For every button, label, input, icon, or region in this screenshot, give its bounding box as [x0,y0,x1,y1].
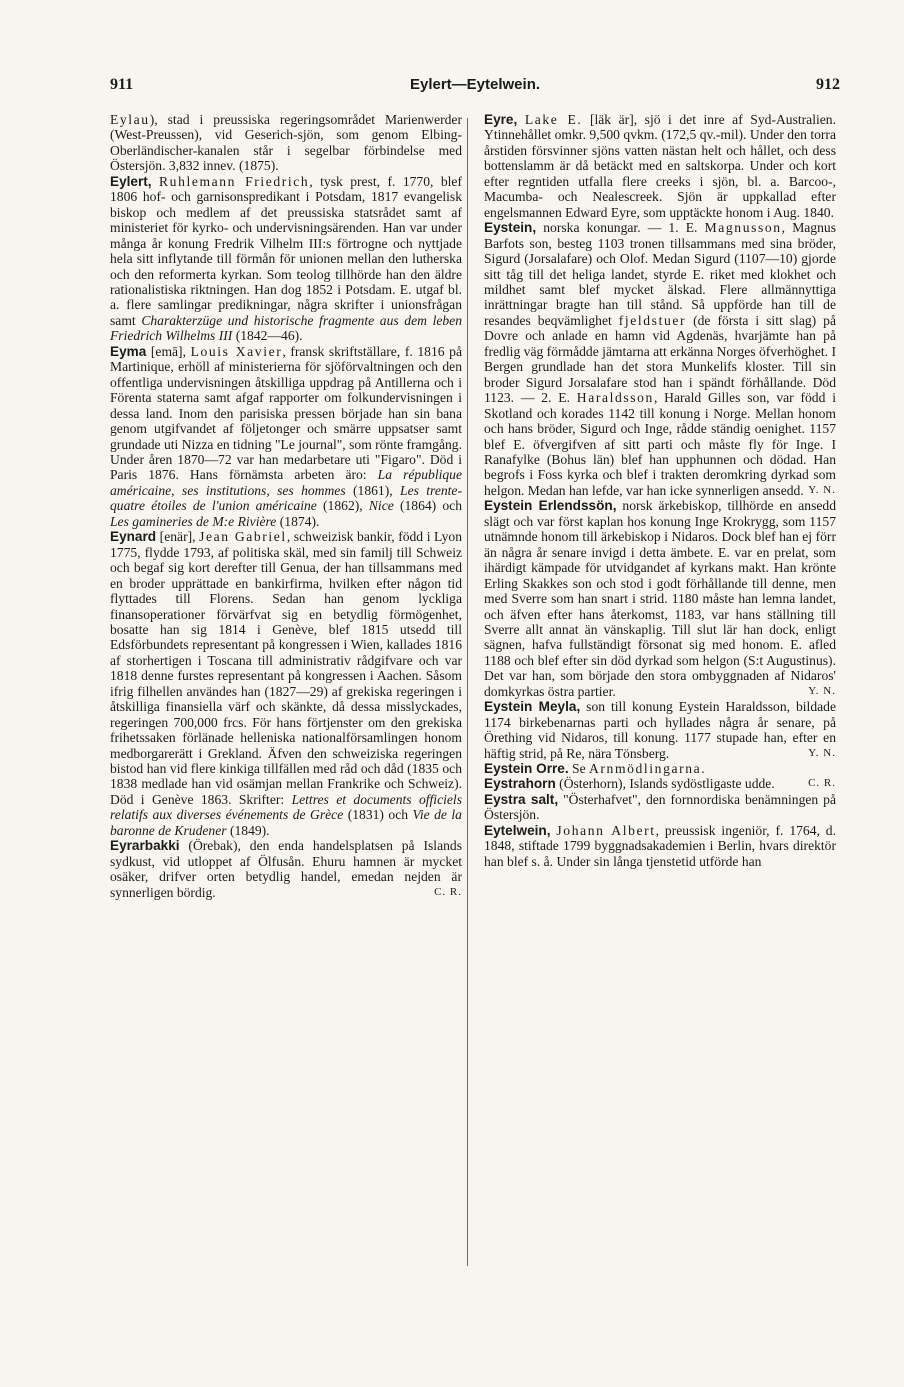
headword: Eynard [110,529,157,545]
person-name: Ruhlemann Friedrich [159,173,310,189]
column-divider [467,118,468,1266]
entry-text: (1864) och [393,498,463,514]
entry-eystra-salt [484,792,836,823]
headword: Eystein Erlendssön, [484,498,617,514]
work-title: Lettres et documents officiels relatifs aux diverses événements de Grèce [110,791,462,823]
entry-text: (Örebak), den enda handelsplatsen på Islands sydkust, vid utloppet af Ölfusån. Ehuru hamnen är mycket osäker, drifver orten betydlig handel, emedan nejden är synnerligen bördig. [110,838,462,900]
page-number-left: 911 [110,76,134,93]
entry-text: (1849). [226,822,270,838]
entry-eynard [110,529,462,838]
entry-eyre [484,112,836,220]
entry-text: , tysk prest, f. 1770, blef 1806 hof- och garnisonspredikant i Potsdam, 1817 evangelisk biskop och medlem af det preussiska statsrådet samt af ministeriet för kyrko- och undervisningsärenden. Han var under många år konung Fredrik Vilhelm III:s förtrogne och nyttjade hela sitt inflytande till förmån för unionen mellan den lutherska och den reformerta kyrkan. Som teolog tillhörde han den äldre rationalistiska riktningen. Han dog 1852 i Potsdam. E. utgaf bl. a. flere samlingar predikningar, några skrifter i unionsfrågan samt [110,173,462,328]
work-title: Nice [368,498,394,514]
entry-text: , fransk skriftställare, f. 1816 på Martinique, erhöll af ministerierna för sjöförvaltningen och den offentliga undervisningen åtskilliga uppdrag på Antillerna och i Förenta staterna samt afgaf rapporter om folkundervisningen i dessa land. Inom den parisiska pressen började han sin bana genom utgifvandet af följetonger och smärre uppsatser samt grundade uti Nizza en tidning "Le journal", som rönte framgång. Under åren 1870—72 var han medarbetare uti "Figaro". Död i Paris 1876. Hans förnämsta arbeten äro: [110,343,462,483]
entry-text: (1862), [316,498,369,514]
entry-text: , Magnus Barfots son, besteg 1103 tronen tillsammans med sina bröder, Sigurd (Jorsalafare) och Olof. Medan Sigurd (1107—10) gjorde sitt tåg till det heliga landet, styrde E. riket med klokhet och mildhet samt blef mycket älskad. Flere allmännyttiga inrättningar bragte han till stånd. Så uppförde han till de resandes beqvämlighet [484,220,836,328]
headword: Eyma [110,343,147,359]
entry-text: (de första i sitt slag) på Dovre och anlade en hamn vid Agdenäs, hvarjämte han på fredlig väg förmådde jämtarna att erkänna Norges öfverhöghet. I Bergen grundlade han det stora Munkelifs kloster. Till sin broder Sigurd Jorsalafare stod han i spändt förhållande. Död 1123. — 2. E. [484,312,836,406]
cross-reference: Arnmödlingarna [589,761,702,777]
headword: Eystein Meyla, [484,699,581,715]
entry-eylau [110,112,462,174]
left-column [110,112,462,900]
entry-text: (1861), [345,482,401,498]
entry-eyrarbakki [110,838,462,900]
headword: Eylert, [110,173,152,189]
entry-text: (1874). [276,513,320,529]
entry-text: Se [568,761,590,777]
entry-text: "Österhafvet", den fornnordiska benämningen på Östersjön. [484,791,836,823]
author-signature: C. R. [808,777,836,790]
entry-eyma [110,344,462,529]
pronunciation: [enär], [156,529,200,545]
place-name: Lake E. [524,112,583,127]
running-head: Eylert—Eytelwein. [409,76,541,93]
entry-eylert [110,174,462,344]
entry-text: (1842—46). [232,328,303,344]
entry-text: (1831) och [343,807,413,823]
headword: Eystein, [484,220,537,236]
entry-text: , Harald Gilles son, var född i Skotland och korades 1142 till konung i Norge. Mellan honom och hans bröder, Sigurd och Inge, rådde ständig oenighet. 1157 blef E. öfvergifven af sitt parti och måste fly för Inge. I Ranafylke (Bohus län) blef han upphunnen och dödad. Han begrofs i Foss kyrka och blef i trakten deromkring dyrkad som helgon. Medan han lefde, var han icke synnerligen ansedd. [484,390,836,498]
headword: Eystra salt, [484,791,559,807]
author-signature: Y. N. [808,746,836,759]
headword: Eyrarbakki [110,838,180,854]
page-number-right: 912 [816,76,840,93]
page-header [110,76,840,100]
entry-text: (Österhorn), Islands sydöstligaste udde. [555,776,775,792]
headword: Eyre, [484,112,518,127]
entry-eystein-meyla [484,699,836,761]
entry-text: , preussisk ingeniör, f. 1764, d. 1848, stiftade 1799 byggnadsakademien i Berlin, hvars direktör han blef s. å. Under sin långa tjenstetid utförde han [484,822,837,869]
term: fjeldstuer [618,312,687,328]
author-signature: Y. N. [808,684,836,697]
right-column [484,112,836,869]
person-name: Haraldsson [576,390,654,406]
entry-eystrahorn [484,776,836,791]
work-title: Les gamineries de M:e Rivière [110,513,277,529]
entry-eystein-orre [484,761,836,776]
work-title: Charakterzüge und historische fragmente aus dem leben Friedrich Wilhelms III [110,312,463,344]
person-name: Magnusson [704,220,782,236]
entry-text: [läk är], sjö i det inre af Syd-Australien. Ytinnehållet omkr. 9,500 qvkm. (172,5 qv.-mil). Under den torra årstiden försvinner sjöns vatten nästan helt och hållet, och dess bottenslamm är då betäckt med en saltskorpa. Under och kort efter regntiden utfalla flere creeks i sjön, bl. a. Barcoo-, Macumba- och Nealescreek. Sjön är uppkallad efter engelsmannen Edward Eyre, som upptäckte honom i Aug. 1840. [484,112,836,220]
author-signature: Y. N. [808,483,836,496]
headword: Eytelwein, [484,822,551,838]
entry-text: norska konungar. — 1. E. [536,220,705,236]
author-signature: C. R. [434,885,462,898]
entry-text: son till konung Eystein Haraldsson, bildade 1174 birkebenarnas parti och hyllades några år senare, på Örething vid Nidaros, till konung. 1177 stupade han, efter en häftig strid, på Re, nära Tönsberg. [484,699,836,761]
headword: Eylau [110,112,150,127]
entry-eytelwein [484,823,836,869]
work-title: Les trente-quatre étoiles de l'union américaine [110,482,462,514]
headword: Eystrahorn [484,776,556,792]
entry-text: . [701,761,705,777]
person-name: Jean Gabriel [199,529,287,545]
person-name: Louis Xavier [190,343,283,359]
entry-text: ), stad i preussiska regeringsområdet Marienwerder (West-Preussen), vid Geserich-sjön, som genom Elbing-Oberländischer-kanalen står i segelbar förbindelse med Östersjön. 3,832 innev. (1875). [110,112,462,174]
headword: Eystein Orre. [484,761,569,777]
entry-text: norsk ärkebiskop, tillhörde en ansedd slägt och var först kaplan hos konung Inge Krokrygg, som 1157 utnämnde honom till ärkebiskop i Nidaros. Dock blef han ej förr än några år senare invigd i detta ämbete. E. var en prelat, som ihärdigt kämpade för utvidgandet af kyrkans makt. Han krönte Erling Skakkes son och stod i godt förhållande till denne, men med Sverre som han snart i strid. 1180 måste han lemna landet, och äfven efter hans återkomst, 1183, var hans ställning till Sverre allt annat än vänskaplig. Till slut lär han dock, enligt sägnen, hafva fullständigt försonat sig med honom. E. afled 1188 och blef efter sin död dyrkad som helgon (S:t Augustinus). Det var han, som började den stora ombyggnaden af Nidaros' domkyrkas östra partier. [484,498,836,699]
person-name: Johann Albert [556,822,656,838]
entry-text: , schweizisk bankir, född i Lyon 1775, flydde 1793, af politiska skäl, med sin familj till Schweiz och begaf sig kort derefter till Genua, der han tillsammans med en broder upprättade en bankirfirma, hvilken efter någon tid flyttades till Florens. Sedan han genom lyckliga finansoperationer förvärfvat sig en betydlig förmögenhet, bosatte han sig 1814 i Genève, blef 1815 utsedd till Edsförbundets representant på kongressen i Wien, kallades 1816 af storhertigen i Toscana till administrativ rådgifvare och var 1818 denne furstes representant på kongressen i Aachen. Såsom ifrig filhellen användes han (1827—29) af grekiska regeringen i åtskilliga finansiella värf och skänkte, då dessa misslyckades, regeringen 700,000 frcs. För hans förtjenster om den grekiska frihetssaken förlänade helleniska nationalförsamlingen honom medborgarerätt i Grekland. Äfven den schweiziska regeringen bistod han vid flere kinkiga tillfällen med råd och dåd (1835 och 1838 medlade han vid osämjan mellan Frankrike och Schweiz). Död i Genève 1863. Skrifter: [110,529,462,807]
entry-eystein-erlendsson [484,498,836,699]
work-title: Vie de la baronne de Krudener [110,807,462,838]
work-title: La république américaine, ses institutions, ses hommes [110,467,463,498]
entry-eystein [484,220,836,498]
pronunciation: [emā], [146,343,191,359]
